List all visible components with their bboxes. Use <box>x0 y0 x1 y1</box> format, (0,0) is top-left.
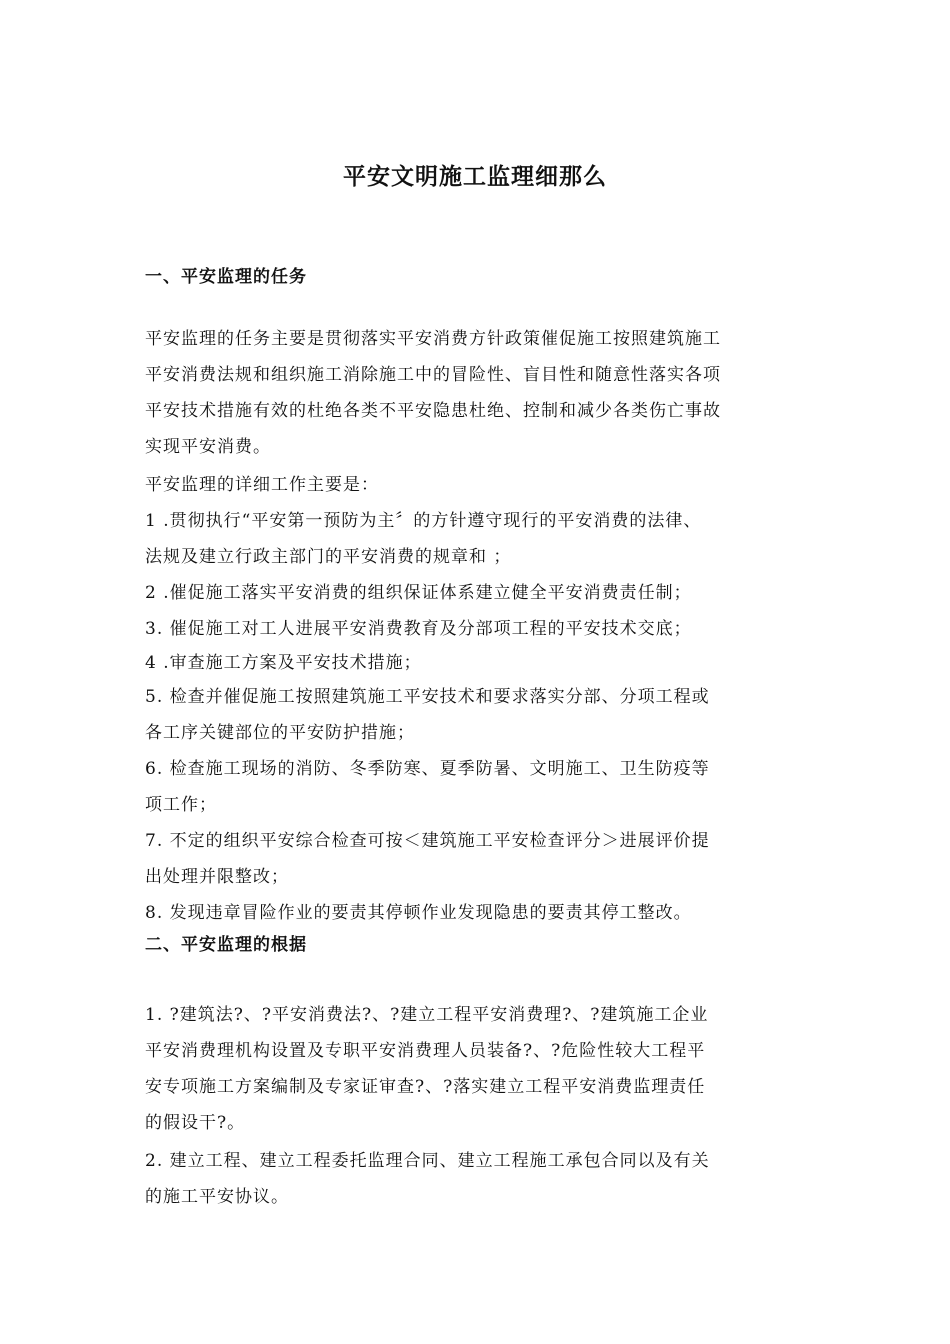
list-item: 7. 不定的组织平安综合检查可按＜建筑施工平安检查评分＞进展评价提 <box>145 831 710 851</box>
list-item-continuation: 的施工平安协议。 <box>145 1187 289 1207</box>
list-item: 2 .催促施工落实平安消费的组织保证体系建立健全平安消费责任制； <box>145 583 692 603</box>
list-item-continuation: 法规及建立行政主部门的平安消费的规章和 ； <box>145 547 512 567</box>
section-heading: 一、平安监理的任务 <box>145 267 307 287</box>
paragraph-line: 实现平安消费。 <box>145 437 271 457</box>
section-heading: 二、平安监理的根据 <box>145 935 307 955</box>
paragraph-line: 平安技术措施有效的杜绝各类不平安隐患杜绝、控制和减少各类伤亡事故 <box>145 401 721 421</box>
list-item-continuation: 项工作； <box>145 795 217 815</box>
list-item: 6. 检查施工现场的消防、冬季防寒、夏季防暑、文明施工、卫生防疫等 <box>145 759 710 779</box>
paragraph-line: 平安监理的详细工作主要是： <box>145 475 379 495</box>
list-item-continuation: 的假设干?。 <box>145 1113 246 1133</box>
list-item-continuation: 平安消费理机构设置及专职平安消费理人员装备?、?危险性较大工程平 <box>145 1041 706 1061</box>
list-item: 4 .审查施工方案及平安技术措施； <box>145 653 422 673</box>
list-item: 3. 催促施工对工人进展平安消费教育及分部项工程的平安技术交底； <box>145 619 692 639</box>
list-item: 1 .贯彻执行“平安第一预防为主〞的方针遵守现行的平安消费的法律、 <box>145 511 702 531</box>
paragraph-line: 平安监理的任务主要是贯彻落实平安消费方针政策催促施工按照建筑施工 <box>145 329 721 349</box>
document-title: 平安文明施工监理细那么 <box>343 164 607 190</box>
list-item-continuation: 各工序关键部位的平安防护措施； <box>145 723 415 743</box>
list-item-continuation: 安专项施工方案编制及专家证审查?、?落实建立工程平安消费监理责任 <box>145 1077 706 1097</box>
list-item: 5. 检查并催促施工按照建筑施工平安技术和要求落实分部、分项工程或 <box>145 687 710 707</box>
list-item: 1. ?建筑法?、?平安消费法?、?建立工程平安消费理?、?建筑施工企业 <box>145 1005 709 1025</box>
list-item: 2. 建立工程、建立工程委托监理合同、建立工程施工承包合同以及有关 <box>145 1151 710 1171</box>
paragraph-line: 平安消费法规和组织施工消除施工中的冒险性、盲目性和随意性落实各项 <box>145 365 721 385</box>
list-item: 8. 发现违章冒险作业的要责其停顿作业发现隐患的要责其停工整改。 <box>145 903 692 923</box>
list-item-continuation: 出处理并限整改； <box>145 867 289 887</box>
